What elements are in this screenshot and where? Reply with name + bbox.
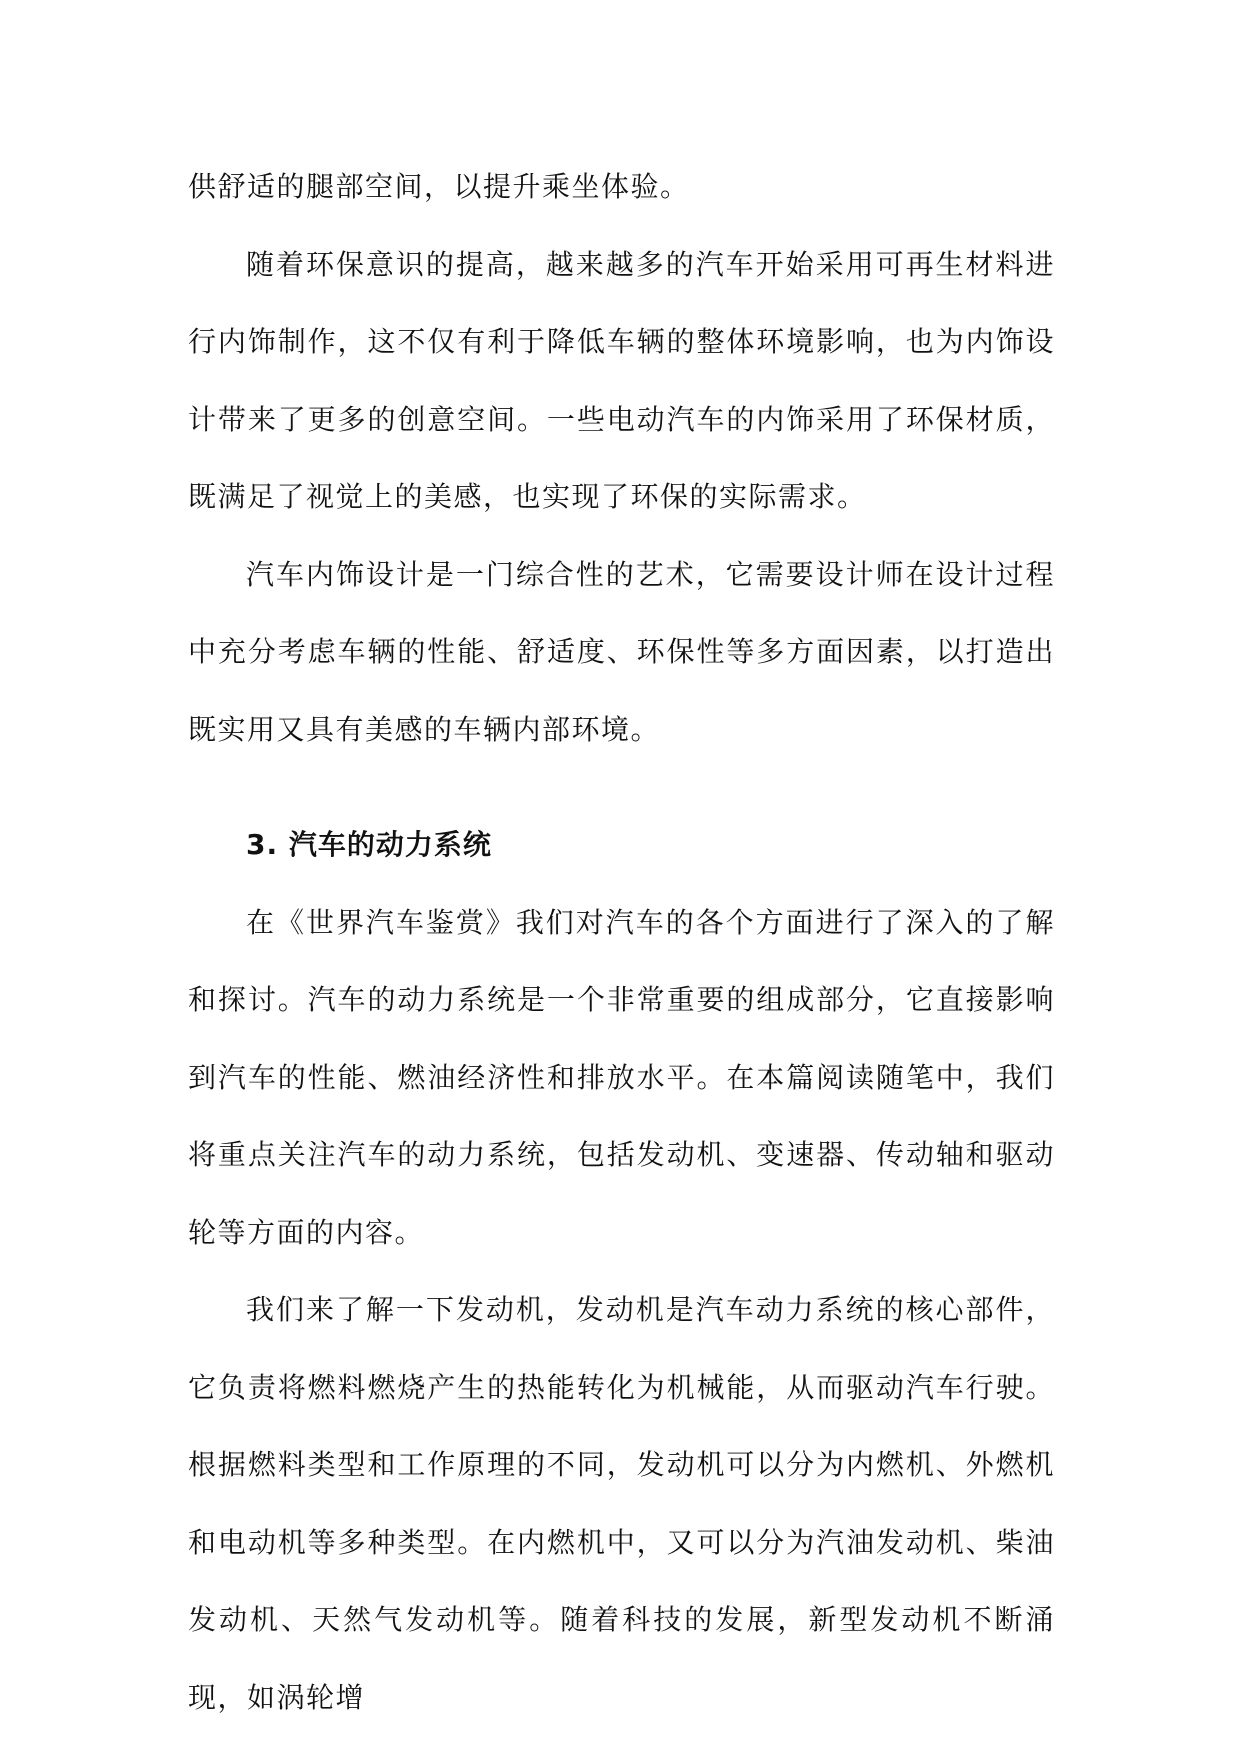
document-body [188,148,1055,1736]
paragraph-engine: 我们来了解一下发动机，发动机是汽车动力系统的核心部件，它负责将燃料燃烧产生的热能转化为机械能，从而驱动汽车行驶。根据燃料类型和工作原理的不同，发动机可以分为内燃机、外燃机和电动机等多种类型。在内燃机中，又可以分为汽油发动机、柴油发动机、天然气发动机等。随着科技的发展，新型发动机不断涌现，如涡轮增 [188,1293,1055,1714]
section-heading-powertrain: 3. 汽车的动力系统 [246,828,492,861]
paragraph-interior-design-summary: 汽车内饰设计是一门综合性的艺术，它需要设计师在设计过程中充分考虑车辆的性能、舒适度、环保性等多方面因素，以打造出既实用又具有美感的车辆内部环境。 [188,557,1055,746]
paragraph-powertrain-intro: 在《世界汽车鉴赏》我们对汽车的各个方面进行了深入的了解和探讨。汽车的动力系统是一个非常重要的组成部分，它直接影响到汽车的性能、燃油经济性和排放水平。在本篇阅读随笔中，我们将重点关注汽车的动力系统，包括发动机、变速器、传动轴和驱动轮等方面的内容。 [188,905,1055,1249]
section-spacer [188,768,1055,806]
paragraph-leg-space: 供舒适的腿部空间，以提升乘坐体验。 [188,170,690,203]
paragraph-eco-materials: 随着环保意识的提高，越来越多的汽车开始采用可再生材料进行内饰制作，这不仅有利于降低车辆的整体环境影响，也为内饰设计带来了更多的创意空间。一些电动汽车的内饰采用了环保材质，既满足了视觉上的美感，也实现了环保的实际需求。 [188,247,1055,513]
